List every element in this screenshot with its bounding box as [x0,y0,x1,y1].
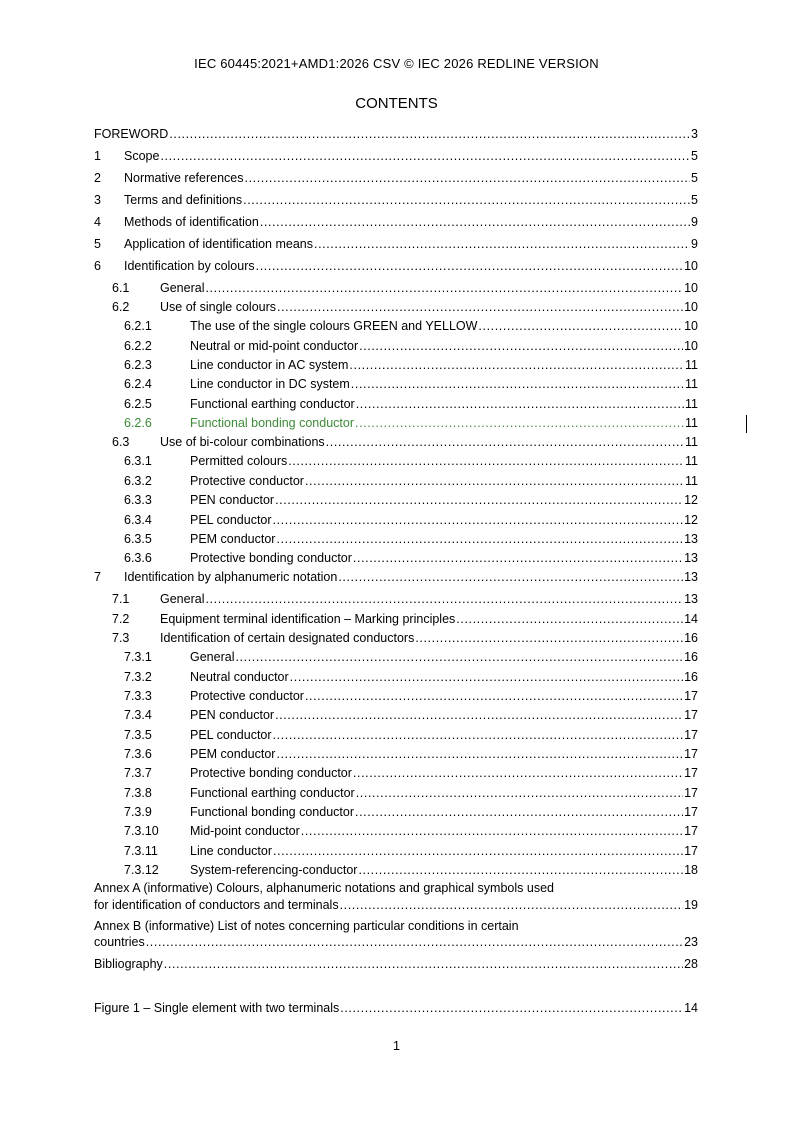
toc-entry-number: 7 [94,570,101,584]
toc-entry-number: 7.3 [112,631,130,645]
toc-entry-annex-b[interactable] [94,919,698,934]
toc-entry-text: General [160,281,205,295]
toc-entry-number: 5 [94,237,101,251]
toc-entry-page: 16 [684,631,698,645]
toc-entry-text: Neutral conductor [190,670,289,684]
toc-entry-bibliography[interactable] [94,956,698,972]
toc-entry-page: 23 [684,935,698,949]
toc-entry[interactable] [94,688,698,704]
toc-entry-number: 7.3.3 [124,689,152,703]
toc-entry[interactable] [94,531,698,547]
toc-entry-page: 10 [684,259,698,273]
toc-entry-text: Neutral or mid-point conductor [190,339,359,353]
toc-entry-number: 7.3.11 [124,844,158,858]
toc-entry-text: Methods of identification [124,215,259,229]
toc-entry-page: 10 [684,339,698,353]
toc-entry-number: 6.3.1 [124,454,152,468]
toc-entry-number: 6.3.2 [124,474,152,488]
toc-entry-text: Identification by colours [124,259,255,273]
toc-entry-text: Protective conductor [190,474,304,488]
toc-entry[interactable] [94,746,698,762]
toc-entry[interactable] [94,804,698,820]
toc-entry-annex-a[interactable] [94,881,698,896]
toc-entry-page: 17 [684,689,698,703]
toc-entry-page: 5 [691,193,698,207]
toc-entry-page: 17 [684,766,698,780]
toc-entry-page: 11 [685,358,698,372]
toc-entry[interactable] [94,299,698,315]
toc-entry-page: 19 [684,898,698,912]
toc-entry-text: FOREWORD [94,127,169,141]
toc-entry-number: 6.2.2 [124,339,152,353]
toc-entry-number: 7.3.2 [124,670,152,684]
toc-entry-page: 13 [684,551,698,565]
toc-entry-text: Normative references [124,171,244,185]
toc-entry-text: countries [94,935,145,949]
toc-entry-page: 12 [684,513,698,527]
toc-entry-number: 6.2.1 [124,319,152,333]
toc-entry-number: 7.3.8 [124,786,152,800]
toc-entry-text: for identification of conductors and terminals [94,898,339,912]
toc-entry-page: 9 [691,215,698,229]
toc-entry-annex-a-cont[interactable] [94,897,698,913]
toc-entry-number: 6 [94,259,101,273]
toc-entry[interactable] [94,649,698,665]
toc-entry-number: 7.3.12 [124,863,159,877]
toc-entry-number: 6.1 [112,281,130,295]
toc-entry[interactable] [94,785,698,801]
toc-entry-page: 17 [684,708,698,722]
toc-entry-page: 10 [684,319,698,333]
toc-entry-page: 14 [684,1001,698,1015]
toc-entry-text: PEL conductor [190,513,272,527]
toc-entry-text: Scope [124,149,160,163]
toc-entry-number: 6.2.3 [124,358,152,372]
toc-entry[interactable] [94,569,698,585]
toc-entry-page: 16 [684,650,698,664]
toc-entry-page: 12 [684,493,698,507]
toc-entry-text: Functional earthing conductor [190,397,355,411]
toc-entry-page: 13 [684,592,698,606]
toc-entry-text: PEN conductor [190,493,275,507]
toc-entry-text: Functional bonding conductor [190,416,355,430]
toc-entry-text: System-referencing-conductor [190,863,358,877]
toc-entry-text: Mid-point conductor [190,824,300,838]
toc-entry-number: 7.3.1 [124,650,152,664]
toc-entry-number: 6.3.4 [124,513,152,527]
toc-entry-text: Functional earthing conductor [190,786,355,800]
toc-entry-text: Application of identification means [124,237,314,251]
toc-entry[interactable] [94,550,698,566]
toc-entry-text: PEL conductor [190,728,272,742]
toc-entry-text: Line conductor in AC system [190,358,349,372]
toc-entry-page: 13 [684,532,698,546]
toc-entry-text: Protective bonding conductor [190,551,352,565]
toc-entry-page: 17 [684,805,698,819]
change-bar [746,415,747,433]
toc-entry[interactable] [94,192,698,208]
toc-entry-page: 10 [684,300,698,314]
toc-entry-page: 17 [684,824,698,838]
toc-entry[interactable] [94,148,698,164]
toc-entry-number: 6.3.6 [124,551,152,565]
toc-entry-text: PEN conductor [190,708,275,722]
toc-entry[interactable] [94,280,698,296]
toc-entry-page: 17 [684,747,698,761]
toc-entry-number: 6.3.3 [124,493,152,507]
toc-entry[interactable] [94,611,698,627]
toc-entry-number: 6.3.5 [124,532,152,546]
toc-entry-page: 10 [684,281,698,295]
toc-entry[interactable] [94,170,698,186]
toc-entry-figure[interactable] [94,1000,698,1016]
toc-entry-page: 11 [685,377,698,391]
toc-entry-text: Figure 1 – Single element with two terminals [94,1001,340,1015]
toc-entry-annex-b-cont[interactable] [94,934,698,950]
toc-entry-page: 14 [684,612,698,626]
toc-entry[interactable] [94,214,698,230]
toc-entry[interactable] [94,258,698,274]
toc-entry-number: 7.2 [112,612,130,626]
toc-entry-text: Use of single colours [160,300,277,314]
toc-entry-number: 1 [94,149,101,163]
toc-entry-text: Functional bonding conductor [190,805,355,819]
toc-entry-text: Bibliography [94,957,163,971]
toc-entry-page: 18 [684,863,698,877]
toc-entry-page: 11 [685,435,698,449]
toc-entry-number: 7.1 [112,592,130,606]
toc-entry-text: Terms and definitions [124,193,243,207]
toc-entry-text: PEM conductor [190,532,276,546]
toc-entry-number: 7.3.10 [124,824,159,838]
toc-entry-number: 7.3.5 [124,728,152,742]
toc-entry[interactable] [94,396,698,412]
toc-entry-number: 6.2.5 [124,397,152,411]
toc-entry-page: 28 [684,957,698,971]
toc-entry[interactable] [94,473,698,489]
toc-entry-page: 9 [691,237,698,251]
toc-entry[interactable] [94,492,698,508]
page-number: 1 [392,1038,401,1053]
toc-entry-text: The use of the single colours GREEN and YELLOW [190,319,478,333]
toc-entry-text: Protective conductor [190,689,304,703]
toc-entry-number: 7.3.6 [124,747,152,761]
toc-entry-text: Annex A (informative) Colours, alphanumeric notations and graphical symbols used [94,881,554,895]
toc-entry-text: Equipment terminal identification – Marking principles [160,612,456,626]
toc-entry-number: 6.2 [112,300,130,314]
toc-entry[interactable] [94,453,698,469]
toc-entry[interactable] [94,862,698,878]
toc-entry-text: Line conductor [190,844,273,858]
toc-entry[interactable] [94,727,698,743]
toc-entry-number: 7.3.4 [124,708,152,722]
toc-entry[interactable] [94,434,698,450]
toc-entry-page: 11 [685,416,698,430]
toc-entry[interactable] [94,823,698,839]
toc-entry-text: Permitted colours [190,454,288,468]
toc-entry-added[interactable] [94,415,698,431]
page-title: CONTENTS [355,95,438,112]
toc-entry-page: 5 [691,171,698,185]
toc-entry-page: 11 [685,454,698,468]
toc-entry-text: Use of bi-colour combinations [160,435,325,449]
toc-entry[interactable] [94,318,698,334]
toc-entry[interactable] [94,765,698,781]
toc-entry-page: 16 [684,670,698,684]
toc-entry-page: 5 [691,149,698,163]
toc-entry-page: 17 [684,786,698,800]
toc-entry[interactable] [94,591,698,607]
toc-entry-page: 13 [684,570,698,584]
toc-entry-page: 11 [685,397,698,411]
toc-entry-text: Line conductor in DC system [190,377,350,391]
toc-entry-text: Protective bonding conductor [190,766,352,780]
toc-entry-number: 6.2.6 [124,416,152,430]
toc-entry-text: General [190,650,235,664]
toc-entry[interactable] [94,707,698,723]
toc-entry-text: Annex B (informative) List of notes concerning particular conditions in certain [94,919,519,933]
toc-entry-text: Identification of certain designated conductors [160,631,415,645]
toc-entry[interactable] [94,236,698,252]
toc-entry-number: 2 [94,171,101,185]
toc-entry-number: 6.2.4 [124,377,152,391]
toc-entry-text: Identification by alphanumeric notation [124,570,338,584]
toc-entry-number: 7.3.9 [124,805,152,819]
toc-entry-text: PEM conductor [190,747,276,761]
toc-entry[interactable] [94,357,698,373]
toc-entry[interactable] [94,512,698,528]
toc-entry-number: 6.3 [112,435,130,449]
toc-entry[interactable] [94,376,698,392]
document-header: IEC 60445:2021+AMD1:2026 CSV © IEC 2026 REDLINE VERSION [194,56,599,71]
toc-entry[interactable] [94,630,698,646]
toc-entry-number: 7.3.7 [124,766,152,780]
toc-entry[interactable] [94,338,698,354]
toc-entry-foreword[interactable] [94,126,698,142]
toc-entry[interactable] [94,843,698,859]
toc-entry-page: 17 [684,844,698,858]
toc-entry-page: 3 [691,127,698,141]
toc-entry-page: 17 [684,728,698,742]
toc-entry-text: General [160,592,205,606]
toc-entry-number: 3 [94,193,101,207]
toc-entry-number: 4 [94,215,101,229]
toc-entry-page: 11 [685,474,698,488]
toc-entry[interactable] [94,669,698,685]
